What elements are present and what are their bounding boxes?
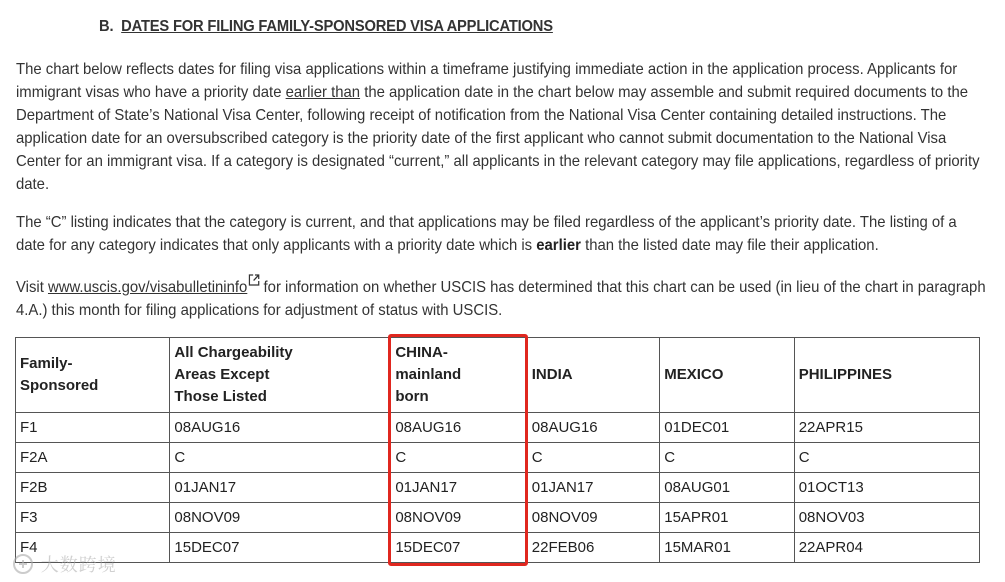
- filing-dates-table: [15, 337, 980, 563]
- para1-text-b: the application date in the chart below may assemble and submit required documents to the Department of State’s National Visa Center, following receipt of notification from the National Visa Center containing detailed instructions. The application date for an oversubscribed category is the priority date of the first applicant who cannot submit documentation to the National Visa Center for an immigrant visa. If a category is designated “current,” all applicants in the relevant category may file applications, regardless of priority date.: [16, 84, 980, 193]
- cell: C: [170, 443, 391, 473]
- table-row: [16, 473, 980, 503]
- cell: C: [660, 443, 794, 473]
- cell: 22FEB06: [527, 533, 659, 563]
- section-title: DATES FOR FILING FAMILY-SPONSORED VISA APPLICATIONS: [121, 18, 553, 35]
- cell: F1: [16, 413, 170, 443]
- cell: F3: [16, 503, 170, 533]
- header-china: CHINA- mainland born: [391, 338, 527, 413]
- para3-text-a: Visit: [16, 279, 48, 296]
- cell: 01DEC01: [660, 413, 794, 443]
- para1-underlined-text: earlier than: [285, 84, 361, 101]
- para2-text-b: than the listed date may file their application.: [580, 237, 879, 254]
- cell: 08AUG01: [660, 473, 794, 503]
- cell: 08NOV03: [794, 503, 979, 533]
- header-philippines: PHILIPPINES: [794, 338, 979, 413]
- cell: 15DEC07: [170, 533, 391, 563]
- paragraph-current-listing: [16, 211, 988, 257]
- para1-text-a: The chart below reflects dates for filing visa applications within a timeframe justifying immediate action in the application process. Applicants for immigrant visas who have a priority date: [16, 61, 958, 101]
- table-row: [16, 503, 980, 533]
- header-all-chargeability: All Chargeability Areas Except Those Listed: [170, 338, 391, 413]
- header-india: INDIA: [527, 338, 659, 413]
- cell: 22APR04: [794, 533, 979, 563]
- section-heading: [99, 18, 553, 36]
- cell: C: [527, 443, 659, 473]
- table-row: [16, 413, 980, 443]
- table-header-row: [16, 338, 980, 413]
- watermark-text: 大数跨境: [40, 555, 117, 576]
- cell: 08NOV09: [391, 503, 527, 533]
- cell: 15MAR01: [660, 533, 794, 563]
- table-row: [16, 443, 980, 473]
- external-link-icon[interactable]: [248, 274, 259, 286]
- cell: 08NOV09: [170, 503, 391, 533]
- cell: F2A: [16, 443, 170, 473]
- header-mexico: MEXICO: [660, 338, 794, 413]
- header-family-sponsored: Family- Sponsored: [16, 338, 170, 413]
- cell: 08AUG16: [170, 413, 391, 443]
- cell: 01OCT13: [794, 473, 979, 503]
- cell: 01JAN17: [170, 473, 391, 503]
- cell: 01JAN17: [527, 473, 659, 503]
- section-prefix: B.: [99, 18, 114, 35]
- cell: F2B: [16, 473, 170, 503]
- cell: C: [391, 443, 527, 473]
- table-row: [16, 533, 980, 563]
- cell: 15APR01: [660, 503, 794, 533]
- paragraph-uscis: [16, 274, 988, 322]
- uscis-link[interactable]: www.uscis.gov/visabulletininfo: [47, 279, 248, 296]
- cell: C: [794, 443, 979, 473]
- para2-text-a: The “C” listing indicates that the category is current, and that applications may be filed regardless of the applicant’s priority date. The listing of a date for any category indicates that only applicants with a priority date which is: [16, 214, 957, 254]
- watermark: [12, 551, 117, 577]
- cell: 15DEC07: [391, 533, 527, 563]
- cell: 01JAN17: [391, 473, 527, 503]
- watermark-logo-icon: [12, 553, 34, 575]
- cell: 08NOV09: [527, 503, 659, 533]
- para3-text-b: for information on whether USCIS has determined that this chart can be used (in lieu of the chart in paragraph 4.A.) this month for filing applications for adjustment of status with USCIS.: [16, 279, 986, 319]
- cell: F4: [16, 533, 170, 563]
- para2-bold-text: earlier: [536, 237, 581, 254]
- cell: 08AUG16: [391, 413, 527, 443]
- cell: 08AUG16: [527, 413, 659, 443]
- cell: 22APR15: [794, 413, 979, 443]
- paragraph-intro: [16, 58, 988, 196]
